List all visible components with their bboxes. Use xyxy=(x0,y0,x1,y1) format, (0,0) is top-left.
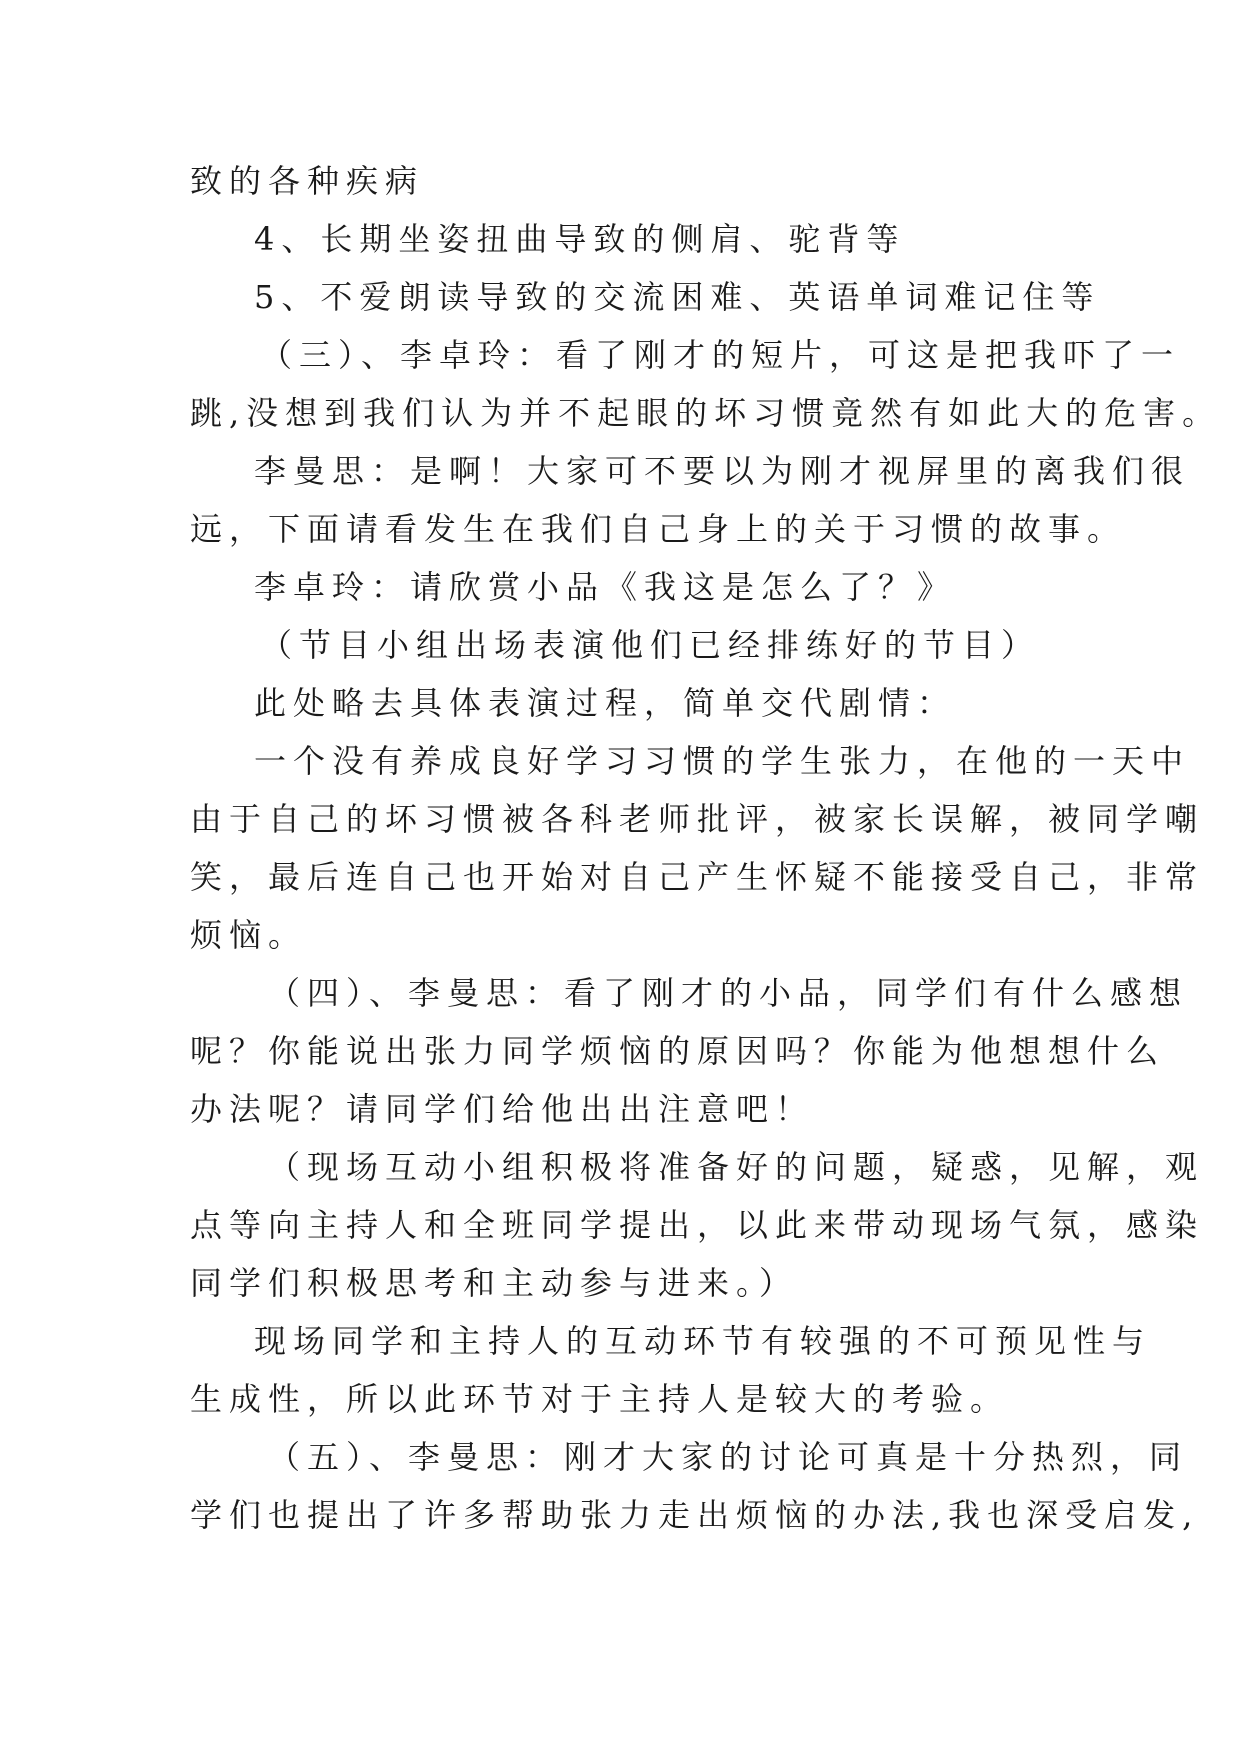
text-line: 跳,没想到我们认为并不起眼的坏习惯竟然有如此大的危害。 xyxy=(190,394,1222,432)
text-line: （三）、李卓玲：看了刚才的短片，可这是把我吓了一 xyxy=(260,336,1181,374)
text-line: 致的各种疾病 xyxy=(190,162,425,200)
text-line: 4、长期坐姿扭曲导致的侧肩、驼背等 xyxy=(254,220,906,258)
text-line: 此处略去具体表演过程，简单交代剧情： xyxy=(254,684,957,722)
text-line: 呢？你能说出张力同学烦恼的原因吗？你能为他想想什么 xyxy=(190,1032,1166,1070)
text-line: （四）、李曼思：看了刚才的小品，同学们有什么感想 xyxy=(268,974,1189,1012)
text-line: 李曼思：是啊！大家可不要以为刚才视屏里的离我们很 xyxy=(254,452,1191,490)
text-line: 学们也提出了许多帮助张力走出烦恼的办法,我也深受启发, xyxy=(190,1496,1200,1534)
document-body xyxy=(190,152,1222,1544)
text-line: （五）、李曼思：刚才大家的讨论可真是十分热烈，同 xyxy=(268,1438,1189,1476)
text-line: 一个没有养成良好学习习惯的学生张力，在他的一天中 xyxy=(254,742,1191,780)
text-line: 办法呢？请同学们给他出出注意吧！ xyxy=(190,1090,815,1128)
text-line: 生成性，所以此环节对于主持人是较大的考验。 xyxy=(190,1380,1010,1418)
text-line: 同学们积极思考和主动参与进来。） xyxy=(190,1264,799,1302)
text-line: 远，下面请看发生在我们自己身上的关于习惯的故事。 xyxy=(190,510,1127,548)
text-line: 笑，最后连自己也开始对自己产生怀疑不能接受自己，非常 xyxy=(190,858,1205,896)
text-line: （节目小组出场表演他们已经排练好的节目） xyxy=(260,626,1041,664)
text-line: 现场同学和主持人的互动环节有较强的不可预见性与 xyxy=(254,1322,1152,1360)
text-line: 烦恼。 xyxy=(190,916,308,954)
text-line: （现场互动小组积极将准备好的问题，疑惑，见解，观 xyxy=(268,1148,1205,1186)
text-line: 由于自己的坏习惯被各科老师批评，被家长误解，被同学嘲 xyxy=(190,800,1205,838)
text-line: 5、不爱朗读导致的交流困难、英语单词难记住等 xyxy=(254,278,1101,316)
text-line: 点等向主持人和全班同学提出，以此来带动现场气氛，感染 xyxy=(190,1206,1205,1244)
text-line: 李卓玲：请欣赏小品《我这是怎么了？》 xyxy=(254,568,957,606)
